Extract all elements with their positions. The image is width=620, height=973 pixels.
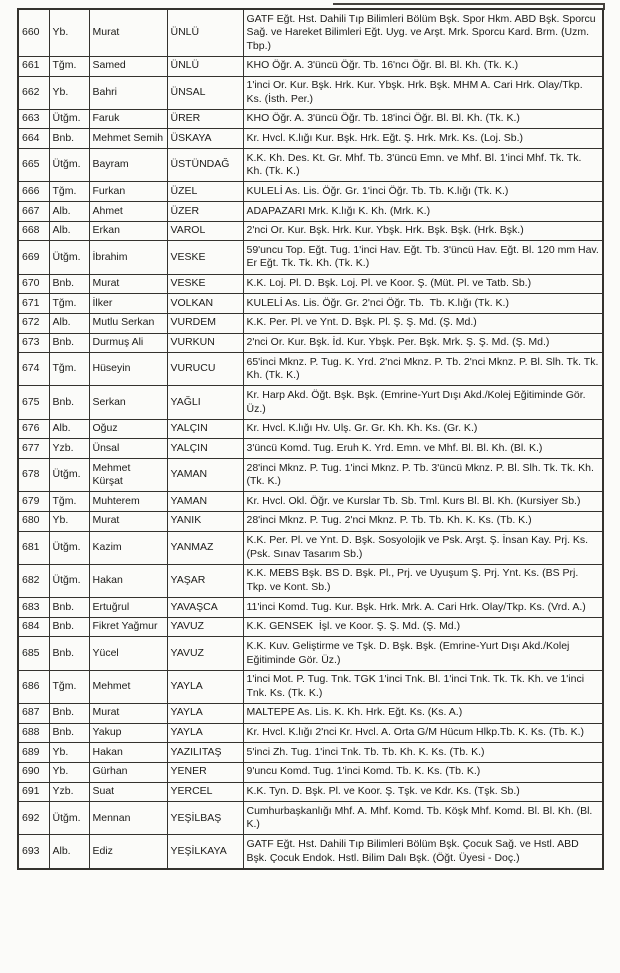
cell-assignment: Kr. Hvcl. K.lığı 2'nci Kr. Hvcl. A. Orta G/M Hücum Hlkp.Tb. K. Ks. (Tb. K.) [243, 723, 603, 743]
cell-assignment: GATF Eğt. Hst. Dahili Tıp Bilimleri Bölüm Bşk. Spor Hkm. ABD Bşk. Sporcu Sağ. ve Hareket Bilimleri Eğt. Uyg. ve Arşt. Mrk. Sporcu Kard. Brm. (Uzm. Tbp.) [243, 9, 603, 56]
cell-first-name: İbrahim [89, 241, 167, 274]
cell-row-number: 686 [18, 670, 49, 703]
table-row [18, 459, 603, 492]
cell-row-number: 691 [18, 782, 49, 802]
cell-assignment: Kr. Hvcl. K.lığı Hv. Ulş. Gr. Gr. Kh. Kh. Ks. (Gr. K.) [243, 419, 603, 439]
cell-first-name: Mehmet Semih [89, 129, 167, 149]
cell-rank: Bnb. [49, 617, 89, 637]
cell-first-name: Ahmet [89, 202, 167, 222]
cell-first-name: Yücel [89, 637, 167, 670]
cell-assignment: K.K. Loj. Pl. D. Bşk. Loj. Pl. ve Koor. Ş. (Müt. Pl. ve Tatb. Sb.) [243, 274, 603, 294]
cell-last-name: YAŞAR [167, 564, 243, 597]
cell-row-number: 667 [18, 202, 49, 222]
cell-assignment: MALTEPE As. Lis. K. Kh. Hrk. Eğt. Ks. (Ks. A.) [243, 703, 603, 723]
cell-first-name: Ünsal [89, 439, 167, 459]
cell-last-name: YAVAŞCA [167, 598, 243, 618]
cell-rank: Bnb. [49, 333, 89, 353]
cell-rank: Tğm. [49, 670, 89, 703]
table-row [18, 56, 603, 76]
scan-artifact-top-line [333, 3, 605, 5]
cell-rank: Alb. [49, 419, 89, 439]
cell-assignment: 3'üncü Komd. Tug. Eruh K. Yrd. Emn. ve Mhf. Bl. Bl. Kh. (Bl. K.) [243, 439, 603, 459]
cell-last-name: ÜSTÜNDAĞ [167, 149, 243, 182]
cell-row-number: 681 [18, 531, 49, 564]
cell-row-number: 692 [18, 802, 49, 835]
cell-row-number: 674 [18, 353, 49, 386]
cell-last-name: YANMAZ [167, 531, 243, 564]
cell-rank: Bnb. [49, 703, 89, 723]
table-row [18, 782, 603, 802]
cell-last-name: ÜZEL [167, 182, 243, 202]
cell-first-name: Kazim [89, 531, 167, 564]
cell-first-name: Fikret Yağmur [89, 617, 167, 637]
cell-row-number: 663 [18, 109, 49, 129]
cell-row-number: 688 [18, 723, 49, 743]
cell-row-number: 676 [18, 419, 49, 439]
cell-rank: Ütğm. [49, 802, 89, 835]
cell-rank: Bnb. [49, 637, 89, 670]
cell-rank: Yb. [49, 511, 89, 531]
table-row [18, 703, 603, 723]
cell-rank: Tğm. [49, 353, 89, 386]
personnel-roster-table [17, 8, 604, 870]
cell-last-name: YAYLA [167, 670, 243, 703]
cell-first-name: Hüseyin [89, 353, 167, 386]
table-row [18, 274, 603, 294]
cell-rank: Tğm. [49, 56, 89, 76]
cell-rank: Ütğm. [49, 459, 89, 492]
table-row [18, 762, 603, 782]
cell-first-name: Oğuz [89, 419, 167, 439]
cell-row-number: 680 [18, 511, 49, 531]
cell-rank: Yb. [49, 743, 89, 763]
table-row [18, 9, 603, 56]
table-row [18, 598, 603, 618]
table-row [18, 743, 603, 763]
cell-first-name: Durmuş Ali [89, 333, 167, 353]
table-row [18, 492, 603, 512]
cell-first-name: Gürhan [89, 762, 167, 782]
cell-last-name: YAMAN [167, 459, 243, 492]
cell-assignment: Kr. Hvcl. Okl. Öğr. ve Kurslar Tb. Sb. Tml. Kurs Bl. Bl. Kh. (Kursiyer Sb.) [243, 492, 603, 512]
cell-last-name: VOLKAN [167, 294, 243, 314]
table-row [18, 617, 603, 637]
cell-assignment: K.K. Kh. Des. Kt. Gr. Mhf. Tb. 3'üncü Emn. ve Mhf. Bl. 1'inci Mhf. Tk. Tk. Kh. (Tk. K.) [243, 149, 603, 182]
cell-last-name: ÜZER [167, 202, 243, 222]
cell-last-name: YAVUZ [167, 637, 243, 670]
cell-row-number: 678 [18, 459, 49, 492]
cell-first-name: Yakup [89, 723, 167, 743]
cell-row-number: 669 [18, 241, 49, 274]
cell-rank: Ütğm. [49, 109, 89, 129]
cell-row-number: 679 [18, 492, 49, 512]
table-row [18, 835, 603, 869]
cell-assignment: 28'inci Mknz. P. Tug. 2'nci Mknz. P. Tb. Tb. Kh. K. Ks. (Tb. K.) [243, 511, 603, 531]
cell-row-number: 662 [18, 76, 49, 109]
cell-assignment: KHO Öğr. A. 3'üncü Öğr. Tb. 18'inci Öğr. Bl. Bl. Kh. (Tk. K.) [243, 109, 603, 129]
table-row [18, 802, 603, 835]
cell-last-name: YALÇIN [167, 419, 243, 439]
cell-row-number: 690 [18, 762, 49, 782]
table-row [18, 637, 603, 670]
cell-last-name: YAMAN [167, 492, 243, 512]
cell-last-name: YANIK [167, 511, 243, 531]
cell-last-name: VURDEM [167, 313, 243, 333]
cell-assignment: ADAPAZARI Mrk. K.lığı K. Kh. (Mrk. K.) [243, 202, 603, 222]
cell-rank: Alb. [49, 835, 89, 869]
table-row [18, 723, 603, 743]
cell-row-number: 685 [18, 637, 49, 670]
cell-assignment: 28'inci Mknz. P. Tug. 1'inci Mknz. P. Tb. 3'üncü Mknz. P. Bl. Slh. Tk. Tk. Kh. (Tk. K.) [243, 459, 603, 492]
cell-last-name: YEŞİLKAYA [167, 835, 243, 869]
cell-first-name: Ediz [89, 835, 167, 869]
cell-last-name: YALÇIN [167, 439, 243, 459]
cell-assignment: K.K. GENSEK İşl. ve Koor. Ş. Ş. Md. (Ş. Md.) [243, 617, 603, 637]
cell-rank: Alb. [49, 221, 89, 241]
cell-last-name: ÜNLÜ [167, 56, 243, 76]
cell-first-name: Erkan [89, 221, 167, 241]
cell-row-number: 672 [18, 313, 49, 333]
cell-last-name: VURUCU [167, 353, 243, 386]
cell-row-number: 675 [18, 386, 49, 419]
cell-rank: Yzb. [49, 782, 89, 802]
cell-row-number: 684 [18, 617, 49, 637]
cell-assignment: 2'nci Or. Kur. Bşk. Hrk. Kur. Ybşk. Hrk. Bşk. Bşk. (Hrk. Bşk.) [243, 221, 603, 241]
cell-rank: Bnb. [49, 274, 89, 294]
table-row [18, 419, 603, 439]
cell-assignment: GATF Eğt. Hst. Dahili Tıp Bilimleri Bölüm Bşk. Çocuk Sağ. ve Hstl. ABD Bşk. Çocuk Endok. Hstl. Bilim Dalı Bşk. (Öğt. Üyesi - Doç.) [243, 835, 603, 869]
cell-rank: Tğm. [49, 182, 89, 202]
roster-body [18, 9, 603, 869]
cell-first-name: Murat [89, 511, 167, 531]
cell-first-name: Hakan [89, 743, 167, 763]
table-row [18, 149, 603, 182]
table-row [18, 353, 603, 386]
table-row [18, 241, 603, 274]
cell-row-number: 661 [18, 56, 49, 76]
table-row [18, 76, 603, 109]
cell-rank: Ütğm. [49, 241, 89, 274]
cell-assignment: KULELİ As. Lis. Öğr. Gr. 1'inci Öğr. Tb. Tb. K.lığı (Tk. K.) [243, 182, 603, 202]
cell-first-name: Mutlu Serkan [89, 313, 167, 333]
table-row [18, 182, 603, 202]
cell-assignment: K.K. Per. Pl. ve Ynt. D. Bşk. Pl. Ş. Ş. Md. (Ş. Md.) [243, 313, 603, 333]
cell-rank: Bnb. [49, 598, 89, 618]
cell-row-number: 682 [18, 564, 49, 597]
cell-last-name: ÜSKAYA [167, 129, 243, 149]
cell-assignment: 2'nci Or. Kur. Bşk. İd. Kur. Ybşk. Per. Bşk. Mrk. Ş. Ş. Md. (Ş. Md.) [243, 333, 603, 353]
cell-row-number: 693 [18, 835, 49, 869]
cell-first-name: Samed [89, 56, 167, 76]
cell-rank: Alb. [49, 313, 89, 333]
cell-rank: Yb. [49, 762, 89, 782]
cell-row-number: 689 [18, 743, 49, 763]
cell-assignment: K.K. Tyn. D. Bşk. Pl. ve Koor. Ş. Tşk. ve Kdr. Ks. (Tşk. Sb.) [243, 782, 603, 802]
table-row [18, 202, 603, 222]
cell-first-name: İlker [89, 294, 167, 314]
cell-rank: Alb. [49, 202, 89, 222]
table-row [18, 294, 603, 314]
table-row [18, 511, 603, 531]
cell-rank: Ütğm. [49, 149, 89, 182]
cell-row-number: 677 [18, 439, 49, 459]
cell-assignment: 9'uncu Komd. Tug. 1'inci Komd. Tb. K. Ks. (Tb. K.) [243, 762, 603, 782]
cell-row-number: 668 [18, 221, 49, 241]
cell-row-number: 673 [18, 333, 49, 353]
cell-last-name: YAYLA [167, 723, 243, 743]
cell-rank: Yzb. [49, 439, 89, 459]
table-row [18, 313, 603, 333]
cell-rank: Bnb. [49, 723, 89, 743]
cell-first-name: Faruk [89, 109, 167, 129]
cell-row-number: 683 [18, 598, 49, 618]
cell-row-number: 664 [18, 129, 49, 149]
cell-row-number: 665 [18, 149, 49, 182]
table-row [18, 531, 603, 564]
cell-rank: Bnb. [49, 129, 89, 149]
cell-assignment: Kr. Hvcl. K.lığı Kur. Bşk. Hrk. Eğt. Ş. Hrk. Mrk. Ks. (Loj. Sb.) [243, 129, 603, 149]
cell-assignment: KHO Öğr. A. 3'üncü Öğr. Tb. 16'ncı Öğr. Bl. Bl. Kh. (Tk. K.) [243, 56, 603, 76]
cell-row-number: 670 [18, 274, 49, 294]
cell-first-name: Hakan [89, 564, 167, 597]
cell-row-number: 687 [18, 703, 49, 723]
table-row [18, 564, 603, 597]
cell-last-name: YAVUZ [167, 617, 243, 637]
cell-last-name: YAĞLI [167, 386, 243, 419]
cell-last-name: YAYLA [167, 703, 243, 723]
cell-row-number: 660 [18, 9, 49, 56]
cell-rank: Ütğm. [49, 564, 89, 597]
cell-assignment: 5'inci Zh. Tug. 1'inci Tnk. Tb. Tb. Kh. K. Ks. (Tb. K.) [243, 743, 603, 763]
cell-first-name: Muhterem [89, 492, 167, 512]
cell-last-name: YENER [167, 762, 243, 782]
cell-assignment: 1'inci Mot. P. Tug. Tnk. TGK 1'inci Tnk. Bl. 1'inci Tnk. Tk. Tk. Kh. ve 1'inci Tnk. Ks. (Tk. K.) [243, 670, 603, 703]
table-row [18, 221, 603, 241]
table-row [18, 670, 603, 703]
cell-first-name: Murat [89, 703, 167, 723]
cell-assignment: 11'inci Komd. Tug. Kur. Bşk. Hrk. Mrk. A. Cari Hrk. Olay/Tkp. Ks. (Vrd. A.) [243, 598, 603, 618]
table-row [18, 129, 603, 149]
cell-first-name: Serkan [89, 386, 167, 419]
cell-assignment: K.K. MEBS Bşk. BS D. Bşk. Pl., Prj. ve Uyuşum Ş. Prj. Ynt. Ks. (BS Prj. Tkp. ve Kont. Sb.) [243, 564, 603, 597]
cell-rank: Tğm. [49, 492, 89, 512]
cell-assignment: Kr. Harp Akd. Öğt. Bşk. Bşk. (Emrine-Yurt Dışı Akd./Kolej Eğitiminde Gör. Üz.) [243, 386, 603, 419]
cell-last-name: YAZILITAŞ [167, 743, 243, 763]
cell-last-name: VESKE [167, 241, 243, 274]
cell-last-name: VAROL [167, 221, 243, 241]
cell-row-number: 666 [18, 182, 49, 202]
cell-last-name: ÜNLÜ [167, 9, 243, 56]
cell-first-name: Mennan [89, 802, 167, 835]
table-row [18, 386, 603, 419]
cell-assignment: 59'uncu Top. Eğt. Tug. 1'inci Hav. Eğt. Tb. 3'üncü Hav. Eğt. Bl. 120 mm Hav. Er Eğt. Tk. Tk. Kh. (Tk. K.) [243, 241, 603, 274]
cell-row-number: 671 [18, 294, 49, 314]
cell-first-name: Mehmet [89, 670, 167, 703]
cell-rank: Ütğm. [49, 531, 89, 564]
cell-first-name: Furkan [89, 182, 167, 202]
cell-rank: Tğm. [49, 294, 89, 314]
cell-first-name: Murat [89, 9, 167, 56]
cell-assignment: K.K. Kuv. Geliştirme ve Tşk. D. Bşk. Bşk. (Emrine-Yurt Dışı Akd./Kolej Eğitiminde Gör. Üz.) [243, 637, 603, 670]
cell-first-name: Mehmet Kürşat [89, 459, 167, 492]
cell-assignment: Cumhurbaşkanlığı Mhf. A. Mhf. Komd. Tb. Köşk Mhf. Komd. Bl. Bl. Kh. (Bl. K.) [243, 802, 603, 835]
cell-rank: Yb. [49, 9, 89, 56]
cell-last-name: VESKE [167, 274, 243, 294]
table-row [18, 333, 603, 353]
table-row [18, 439, 603, 459]
cell-last-name: YEŞİLBAŞ [167, 802, 243, 835]
cell-rank: Bnb. [49, 386, 89, 419]
cell-first-name: Bayram [89, 149, 167, 182]
cell-assignment: K.K. Per. Pl. ve Ynt. D. Bşk. Sosyolojik ve Psk. Arşt. Ş. İnsan Kay. Prj. Ks. (Psk. Sınav Tasarım Sb.) [243, 531, 603, 564]
cell-first-name: Bahri [89, 76, 167, 109]
cell-first-name: Suat [89, 782, 167, 802]
cell-rank: Yb. [49, 76, 89, 109]
cell-last-name: VURKUN [167, 333, 243, 353]
cell-last-name: YERCEL [167, 782, 243, 802]
cell-first-name: Murat [89, 274, 167, 294]
cell-assignment: 1'inci Or. Kur. Bşk. Hrk. Kur. Ybşk. Hrk. Bşk. MHM A. Cari Hrk. Olay/Tkp. Ks. (İsth. Per.) [243, 76, 603, 109]
cell-first-name: Ertuğrul [89, 598, 167, 618]
cell-assignment: 65'inci Mknz. P. Tug. K. Yrd. 2'nci Mknz. P. Tb. 2'nci Mknz. P. Bl. Slh. Tk. Tk. Kh. (Tk. K.) [243, 353, 603, 386]
cell-assignment: KULELİ As. Lis. Öğr. Gr. 2'nci Öğr. Tb. Tb. K.lığı (Tk. K.) [243, 294, 603, 314]
table-row [18, 109, 603, 129]
cell-last-name: ÜNSAL [167, 76, 243, 109]
cell-last-name: ÜRER [167, 109, 243, 129]
